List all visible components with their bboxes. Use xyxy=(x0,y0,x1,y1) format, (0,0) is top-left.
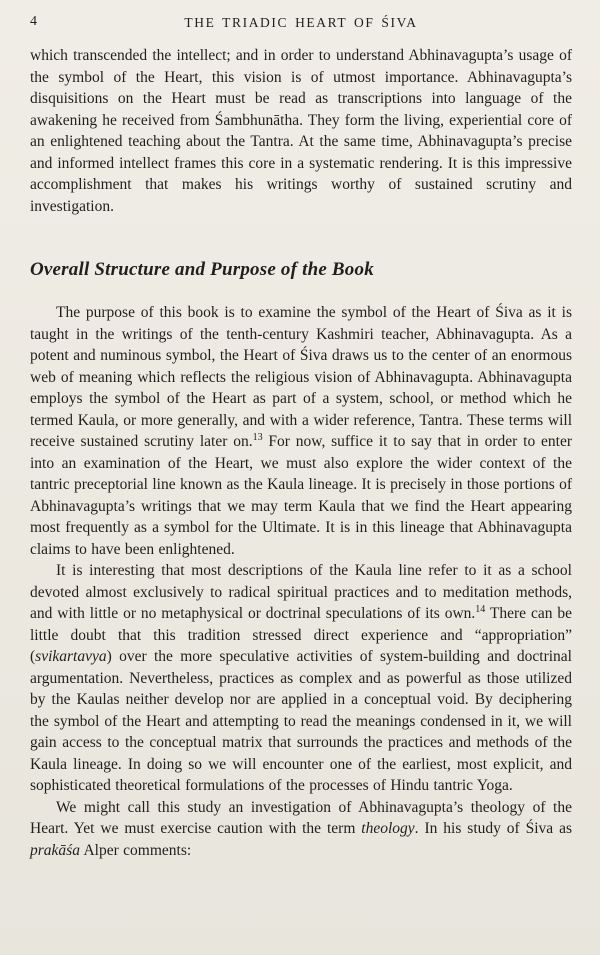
paragraph-text: There can be little doubt that this tradition stressed direct experience and “appropriation” ( xyxy=(30,605,572,665)
paragraph-purpose xyxy=(30,302,572,560)
footnote-reference-13: 13 xyxy=(252,431,263,443)
page-body xyxy=(30,45,572,861)
footnote-reference-14: 14 xyxy=(475,603,486,615)
paragraph-text: It is interesting that most descriptions of the Kaula line refer to it as a school devoted almost exclusively to radical spiritual practices and to meditation methods, and with little or no metaphysical or doctrinal speculations of its own. xyxy=(30,562,572,622)
paragraph-text: which transcended the intellect; and in order to understand Abhinavagupta’s usage of the symbol of the Heart, this vision is of utmost importance. Abhinavagupta’s disquisitions on the Heart must be read as transcriptions into language of the awakening he received from Śambhunātha. They form the living, experiential core of an enlightened teaching about the Tantra. At the same time, Abhinavagupta’s precise and informed intellect frames this core in a systematic rendering. It is this impressive accomplishment that makes his writings worthy of sustained scrutiny and investigation. xyxy=(30,47,572,215)
italic-term-svikartavya: svikartavya xyxy=(35,648,107,665)
paragraph-text: For now, suffice it to say that in order to enter into an examination of the Heart, we must also explore the wider context of the tantric preceptorial line known as the Kaula lineage. It is precisely in those portions of Abhinavagupta’s writings that we may term Kaula that we find the Heart appearing most frequently as a symbol for the Ultimate. It is in this lineage that Abhinavagupta claims to have been enlightened. xyxy=(30,433,573,558)
paragraph-text: The purpose of this book is to examine the symbol of the Heart of Śiva as it is taught in the writings of the tenth-century Kashmiri teacher, Abhinavagupta. As a potent and numinous symbol, the Heart of Śiva draws us to the center of an enormous web of meaning which reflects the religious vision of Abhinavagupta. Abhinavagupta employs the symbol of the Heart as part of a system, school, or method which he termed Kaula, or more generally, and with a wider reference, Tantra. These terms will receive sustained scrutiny later on. xyxy=(30,304,572,450)
paragraph-text: . In his study of Śiva as xyxy=(414,820,573,837)
paragraph-theology xyxy=(30,797,572,862)
paragraph-text: ) over the more speculative activities of system-building and doctrinal argumentation. Nevertheless, practices as complex and as powerful as those utilized by the Kaulas neither develop nor are applied in a conceptual void. By deciphering the symbol of the Heart and attempting to read the meanings condensed in it, we will gain access to the conceptual matrix that surrounds the practices and methods of the Kaula lineage. In doing so we will encounter one of the earliest, most explicit, and sophisticated theoretical formulations of the processes of Hindu tantric Yoga. xyxy=(30,648,572,794)
paragraph-kaula-line xyxy=(30,560,572,797)
paragraph-text: Alper comments: xyxy=(79,841,192,859)
paragraph-text: We might call this study an investigation of Abhinavagupta’s theology of the Heart. Yet we must exercise caution with the term xyxy=(30,798,572,837)
italic-term-prakasa: prakāśa xyxy=(30,841,80,859)
section-heading: Overall Structure and Purpose of the Book xyxy=(30,259,374,280)
page-number: 4 xyxy=(30,14,38,29)
paragraph-continuation xyxy=(30,45,572,217)
running-title: THE TRIADIC HEART OF ŚIVA xyxy=(184,15,418,30)
page-header xyxy=(30,14,572,34)
italic-term-theology: theology xyxy=(361,820,415,837)
